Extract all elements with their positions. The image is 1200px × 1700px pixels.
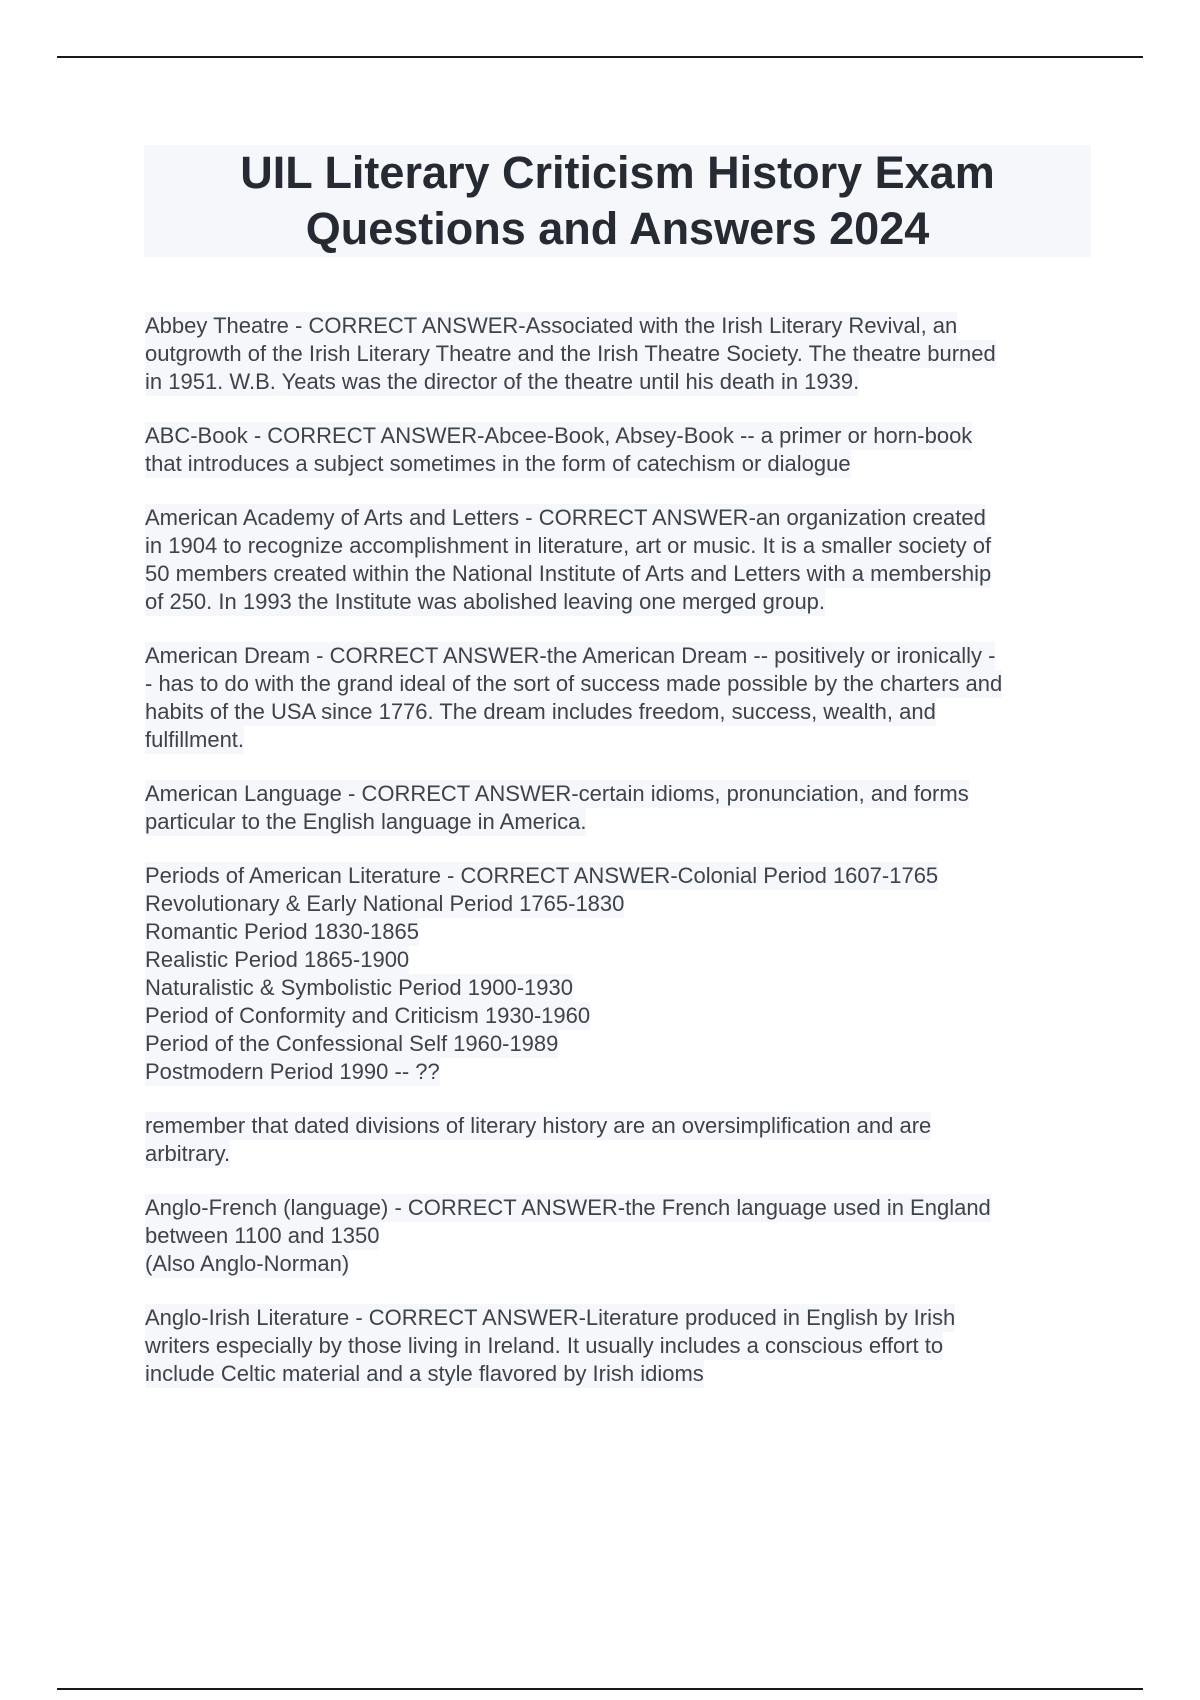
qa-entry-line: American Dream - CORRECT ANSWER-the American Dream -- positively or ironically -	[145, 643, 996, 668]
title-line-2: Questions and Answers 2024	[305, 203, 930, 254]
qa-entry-line: ABC-Book - CORRECT ANSWER-Abcee-Book, Absey-Book -- a primer or horn-book	[145, 423, 973, 448]
qa-entry	[145, 862, 1095, 1086]
qa-entry-line: include Celtic material and a style flavored by Irish idioms	[145, 1361, 704, 1386]
qa-entry-line: habits of the USA since 1776. The dream includes freedom, success, wealth, and	[145, 699, 936, 724]
qa-entry-line: in 1904 to recognize accomplishment in literature, art or music. It is a smaller society of	[145, 533, 992, 558]
qa-list	[145, 312, 1095, 1414]
qa-entry-line: Revolutionary & Early National Period 1765-1830	[145, 891, 625, 916]
qa-entry-line: outgrowth of the Irish Literary Theatre and the Irish Theatre Society. The theatre burned	[145, 341, 996, 366]
title-line-1: UIL Literary Criticism History Exam	[240, 147, 995, 198]
qa-entry	[145, 312, 1095, 396]
qa-entry-line: Realistic Period 1865-1900	[145, 947, 410, 972]
qa-entry	[145, 422, 1095, 478]
qa-entry-line: Period of the Confessional Self 1960-1989	[145, 1031, 559, 1056]
qa-entry-line: Postmodern Period 1990 -- ??	[145, 1059, 440, 1084]
qa-entry	[145, 642, 1095, 754]
qa-entry-line: writers especially by those living in Ireland. It usually includes a conscious effort to	[145, 1333, 944, 1358]
qa-entry-line: Anglo-Irish Literature - CORRECT ANSWER-Literature produced in English by Irish	[145, 1305, 956, 1330]
qa-entry-line: arbitrary.	[145, 1141, 231, 1166]
bottom-divider	[57, 1688, 1143, 1690]
top-divider	[57, 56, 1143, 58]
qa-entry-line: Period of Conformity and Criticism 1930-1960	[145, 1003, 591, 1028]
qa-entry	[145, 504, 1095, 616]
qa-entry	[145, 1304, 1095, 1388]
qa-entry	[145, 1112, 1095, 1168]
qa-entry-line: in 1951. W.B. Yeats was the director of the theatre until his death in 1939.	[145, 369, 860, 394]
qa-entry-line: - has to do with the grand ideal of the sort of success made possible by the charters and	[145, 671, 1003, 696]
page-title	[240, 145, 994, 257]
qa-entry-line: between 1100 and 1350	[145, 1223, 380, 1248]
qa-entry-line: of 250. In 1993 the Institute was abolished leaving one merged group.	[145, 589, 826, 614]
qa-entry-line: (Also Anglo-Norman)	[145, 1251, 350, 1276]
title-banner	[144, 145, 1091, 257]
qa-entry-line: Naturalistic & Symbolistic Period 1900-1930	[145, 975, 573, 1000]
qa-entry-line: fulfillment.	[145, 727, 245, 752]
qa-entry	[145, 780, 1095, 836]
qa-entry-line: American Language - CORRECT ANSWER-certain idioms, pronunciation, and forms	[145, 781, 969, 806]
qa-entry-line: particular to the English language in America.	[145, 809, 587, 834]
qa-entry-line: American Academy of Arts and Letters - CORRECT ANSWER-an organization created	[145, 505, 986, 530]
qa-entry-line: that introduces a subject sometimes in the form of catechism or dialogue	[145, 451, 851, 476]
qa-entry-line: remember that dated divisions of literary history are an oversimplification and are	[145, 1113, 932, 1138]
qa-entry	[145, 1194, 1095, 1278]
qa-entry-line: 50 members created within the National Institute of Arts and Letters with a membership	[145, 561, 992, 586]
qa-entry-line: Anglo-French (language) - CORRECT ANSWER-the French language used in England	[145, 1195, 991, 1220]
qa-entry-line: Abbey Theatre - CORRECT ANSWER-Associated with the Irish Literary Revival, an	[145, 313, 958, 338]
qa-entry-line: Periods of American Literature - CORRECT ANSWER-Colonial Period 1607-1765	[145, 863, 939, 888]
qa-entry-line: Romantic Period 1830-1865	[145, 919, 419, 944]
